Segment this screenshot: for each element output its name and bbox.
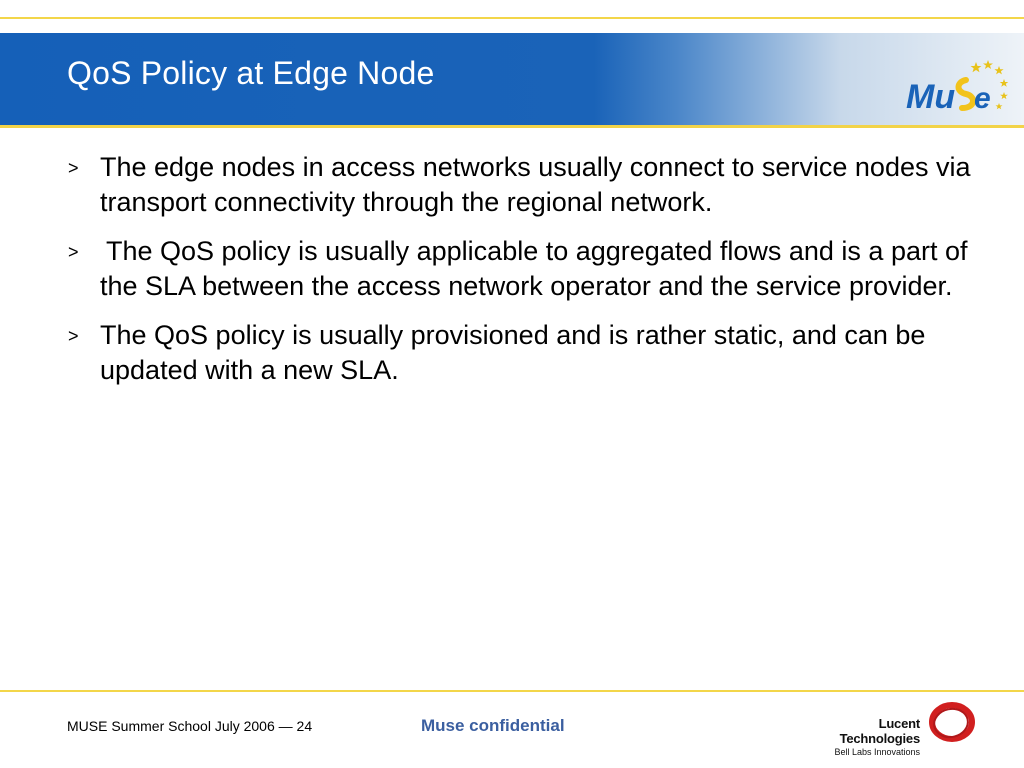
bullet-list [66, 150, 986, 402]
lucent-brand [795, 716, 920, 757]
list-item [66, 234, 986, 304]
list-item [66, 318, 986, 388]
slide-title: QoS Policy at Edge Node [67, 55, 435, 91]
bullet-marker: > [68, 158, 79, 178]
muse-logo-icon [896, 52, 1020, 120]
svg-text:e: e [974, 82, 991, 115]
footer-divider [0, 690, 1024, 692]
bullet-text: The QoS policy is usually applicable to aggregated flows and is a part of the SLA between the access network operator and the service provider. [100, 236, 968, 301]
bullet-marker: > [68, 242, 79, 262]
header-divider [0, 125, 1024, 128]
bullet-text: The edge nodes in access networks usually connect to service nodes via transport connectivity through the regional network. [100, 152, 971, 217]
brand-tagline: Bell Labs Innovations [834, 747, 920, 757]
list-item [66, 150, 986, 220]
brand-name: Lucent Technologies [839, 716, 920, 746]
lucent-ring-icon [925, 700, 979, 744]
bullet-marker: > [68, 326, 79, 346]
top-divider [0, 17, 1024, 19]
bullet-text: The QoS policy is usually provisioned and is rather static, and can be updated with a new SLA. [100, 320, 926, 385]
svg-text:Mu: Mu [906, 78, 956, 116]
footer-event-label: MUSE Summer School July 2006 — 24 [67, 718, 313, 734]
confidential-label: Muse confidential [421, 716, 565, 735]
